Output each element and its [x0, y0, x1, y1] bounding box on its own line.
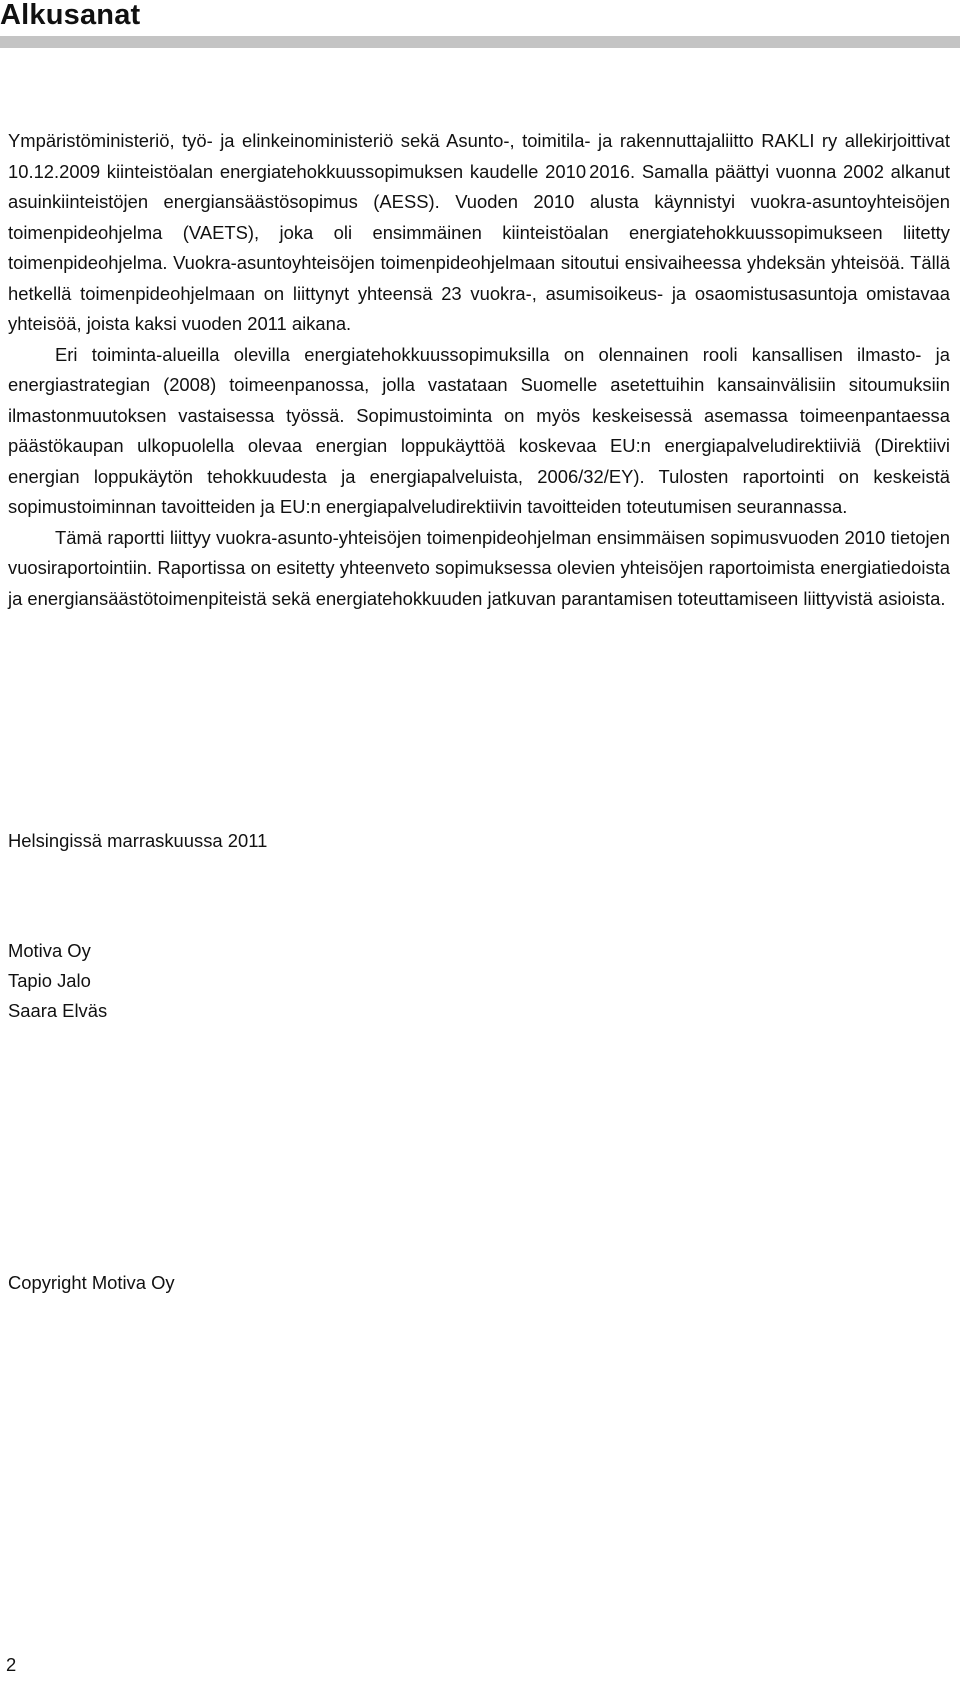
signatory-name-1: Tapio Jalo [8, 970, 91, 991]
paragraph-1: Ympäristöministeriö, työ- ja elinkeinoministeriö sekä Asunto-, toimitila- ja rakennuttajaliitto RAKLI ry allekirjoittivat 10.12.2009 kiinteistöalan energiatehokkuussopimuksen kaudelle 2010 2016. Samalla päättyi vuonna 2002 alkanut asuinkiinteistöjen energiansäästösopimus (AESS). Vuoden 2010 alusta käynnistyi vuokra-asuntoyhteisöjen toimenpideohjelma (VAETS), joka oli ensimmäinen kiinteistöalan energiatehokkuussopimukseen liitetty toimenpideohjelma. Vuokra-asuntoyhteisöjen toimenpideohjelmaan sitoutui ensivaiheessa yhdeksän yhteisöä. Tällä hetkellä toimenpideohjelmaan on liittynyt yhteensä 23 vuokra-, asumisoikeus- ja osaomistusasuntoja omistavaa yhteisöä, joista kaksi vuoden 2011 aikana. [8, 130, 950, 334]
copyright-notice: Copyright Motiva Oy [8, 1272, 175, 1293]
body-text [8, 126, 950, 614]
paragraph-3: Tämä raportti liittyy vuokra-asunto-yhteisöjen toimenpideohjelman ensimmäisen sopimusvuoden 2010 tietojen vuosiraportointiin. Raportissa on esitetty yhteenveto sopimuksessa olevien yhteisöjen raportoimista energiatiedoista ja energiansäästötoimenpiteistä sekä energiatehokkuuden jatkuvan parantamisen toteuttamiseen liittyvistä asioista. [8, 526, 950, 609]
page-heading: Alkusanat [0, 0, 141, 31]
page-number: 2 [6, 1654, 17, 1675]
paragraph-2: Eri toiminta-alueilla olevilla energiatehokkuussopimuksilla on olennainen rooli kansallisen ilmasto- ja energiastrategian (2008) toimeenpanossa, jolla vastataan Suomelle asetettuihin kansainvälisiin sitoumuksiin ilmastonmuutoksen vastaisessa työssä. Sopimustoiminta on myös keskeisessä asemassa toimeenpantaessa päästökaupan ulkopuolella olevaa energian loppukäyttöä koskevaa EU:n energiapalveludirektiiviä (Direktiivi energian loppukäytön tehokkuudesta ja energiapalveluista, 2006/32/EY). Tulosten raportointi on keskeistä sopimustoiminnan tavoitteiden ja EU:n energiapalveludirektiivin tavoitteiden toteutumisen seurannassa. [8, 343, 950, 517]
place-date: Helsingissä marraskuussa 2011 [8, 830, 268, 851]
signatory-organization: Motiva Oy [8, 940, 91, 961]
heading-divider [0, 36, 960, 48]
signatory-name-2: Saara Elväs [8, 1000, 108, 1021]
